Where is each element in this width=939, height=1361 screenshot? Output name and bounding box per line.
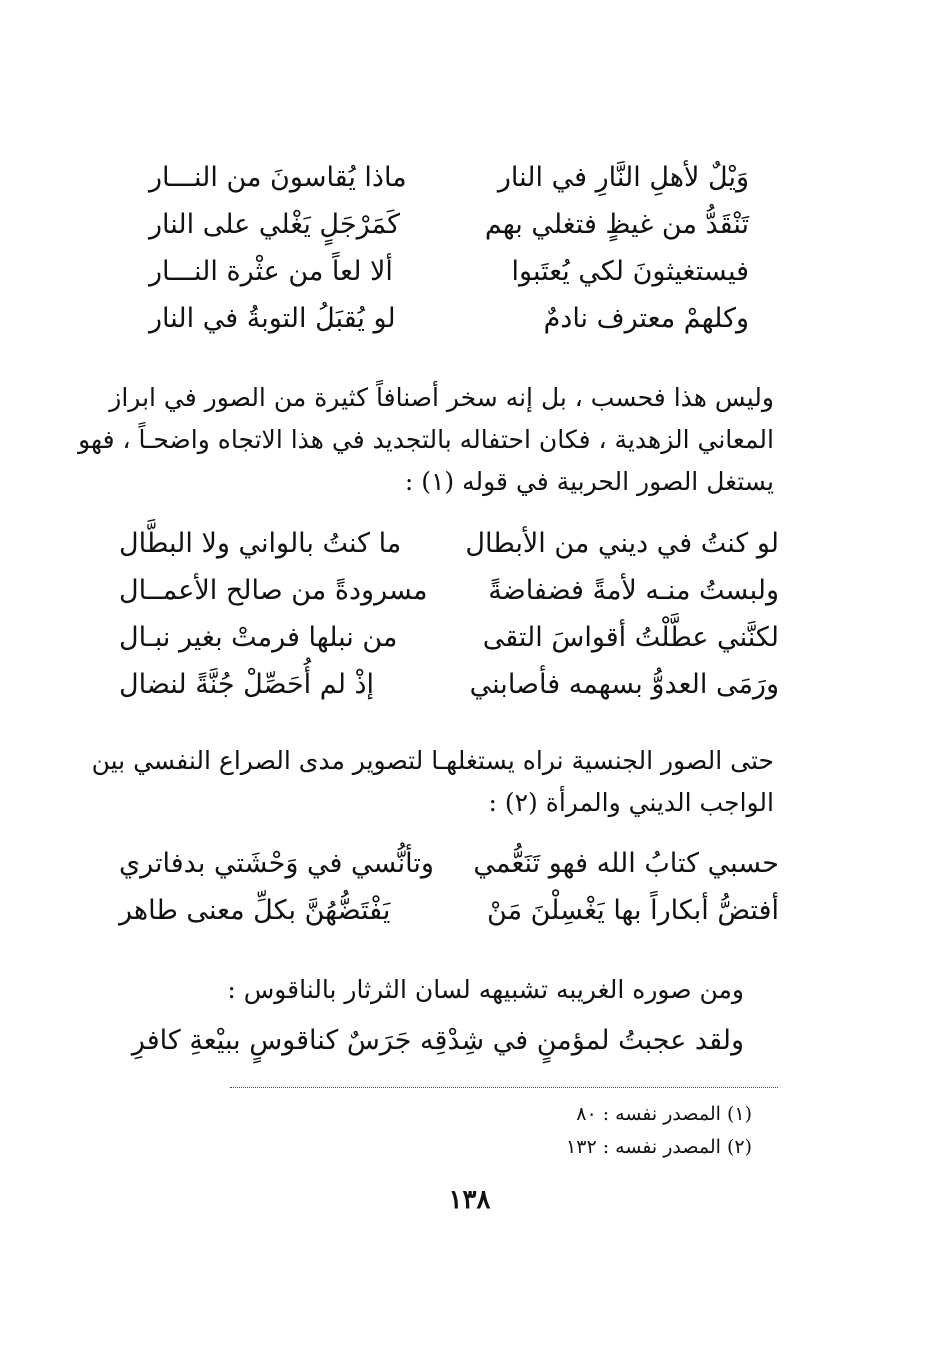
footnote-1: (١) المصدر نفسه : ٨٠: [576, 1103, 752, 1125]
second-hemistich: ماذا يُقاسونَ من النـــار: [149, 162, 407, 193]
paragraph-line: يستغل الصور الحربية في قوله (١) :: [404, 467, 774, 496]
verse-line: [119, 567, 779, 614]
second-hemistich: مسرودةً من صالح الأعمــال: [119, 575, 428, 606]
first-hemistich: لو كنتُ في ديني من الأبطال: [465, 528, 779, 559]
first-hemistich: ورَمَى العدوُّ بسهمه فأصابني: [469, 669, 779, 700]
poem-2: [119, 520, 779, 708]
verse-line: [149, 295, 749, 342]
second-hemistich: يَفْتَضُّهُنَّ بكلِّ معنى طاهر: [119, 895, 391, 926]
paragraph-line: حتى الصور الجنسية نراه يستغلهـا لتصوير مدى الصراع النفسي بين: [91, 746, 774, 775]
first-hemistich: أفتضُّ أبكاراً بها يَغْسِلْنَ مَنْ: [487, 895, 779, 926]
verse-line: [149, 201, 749, 248]
verse-line: [149, 154, 749, 201]
first-hemistich: تَنْقَدُّ من غيظٍ فتغلي بهم: [484, 209, 749, 240]
second-hemistich: كَمَرْجَلٍ يَغْلي على النار: [149, 209, 400, 240]
second-hemistich: من نبلها فرمتْ بغير نبـال: [119, 622, 398, 653]
paragraph-line: وليس هذا فحسب ، بل إنه سخر أصنافاً كثيرة من الصور في ابراز: [109, 383, 774, 412]
verse-line: [119, 614, 779, 661]
poem-1: [149, 154, 749, 342]
verse-line: [119, 887, 779, 934]
poem-3: [119, 840, 779, 934]
page-number: ١٣٨: [448, 1185, 491, 1215]
footnote-2: (٢) المصدر نفسه : ١٣٢: [566, 1136, 752, 1158]
verse-line: [149, 248, 749, 295]
footnotes: [566, 1098, 752, 1164]
paragraph-1: [78, 377, 774, 503]
first-hemistich: ولبستُ منـه لأمةً فضفاضةً: [488, 575, 779, 606]
second-hemistich: وتأنُّسي في وَحْشَتي بدفاتري: [119, 848, 434, 879]
footnote-separator: [230, 1087, 778, 1088]
first-hemistich: فيستغيثونَ لكي يُعتَبوا: [511, 256, 749, 287]
second-hemistich: ألا لعاً من عثْرة النـــار: [149, 256, 393, 287]
paragraph-2: [91, 740, 774, 824]
second-hemistich: إذْ لم أُحَصِّلْ جُنَّةً لنضال: [119, 669, 375, 700]
first-hemistich: لكنَّني عطَّلْتُ أقواسَ التقى: [482, 622, 779, 653]
paragraph-3: ومن صوره الغريبه تشبيهه لسان الثرثار بالناقوس :: [227, 975, 744, 1004]
verse-line: [119, 520, 779, 567]
verse-4: ولقد عجبتُ لمؤمنٍ في شِدْقِه جَرَسٌ كناقوسٍ ببيْعةِ كافرِ: [131, 1025, 744, 1056]
verse-line: [119, 661, 779, 708]
second-hemistich: لو يُقبَلُ التوبةُ في النار: [149, 303, 396, 334]
first-hemistich: وكلهمْ معترف نادمٌ: [543, 303, 749, 334]
first-hemistich: حسبي كتابُ الله فهو تَنَعُّمي: [473, 848, 779, 879]
paragraph-line: الواجب الديني والمرأة (٢) :: [488, 788, 774, 817]
paragraph-line: المعاني الزهدية ، فكان احتفاله بالتجديد في هذا الاتجاه واضحـاً ، فهو: [78, 425, 774, 454]
first-hemistich: وَيْلٌ لأهلِ النَّارِ في النار: [497, 162, 749, 193]
verse-line: [119, 840, 779, 887]
second-hemistich: ما كنتُ بالواني ولا البطَّال: [119, 528, 402, 559]
